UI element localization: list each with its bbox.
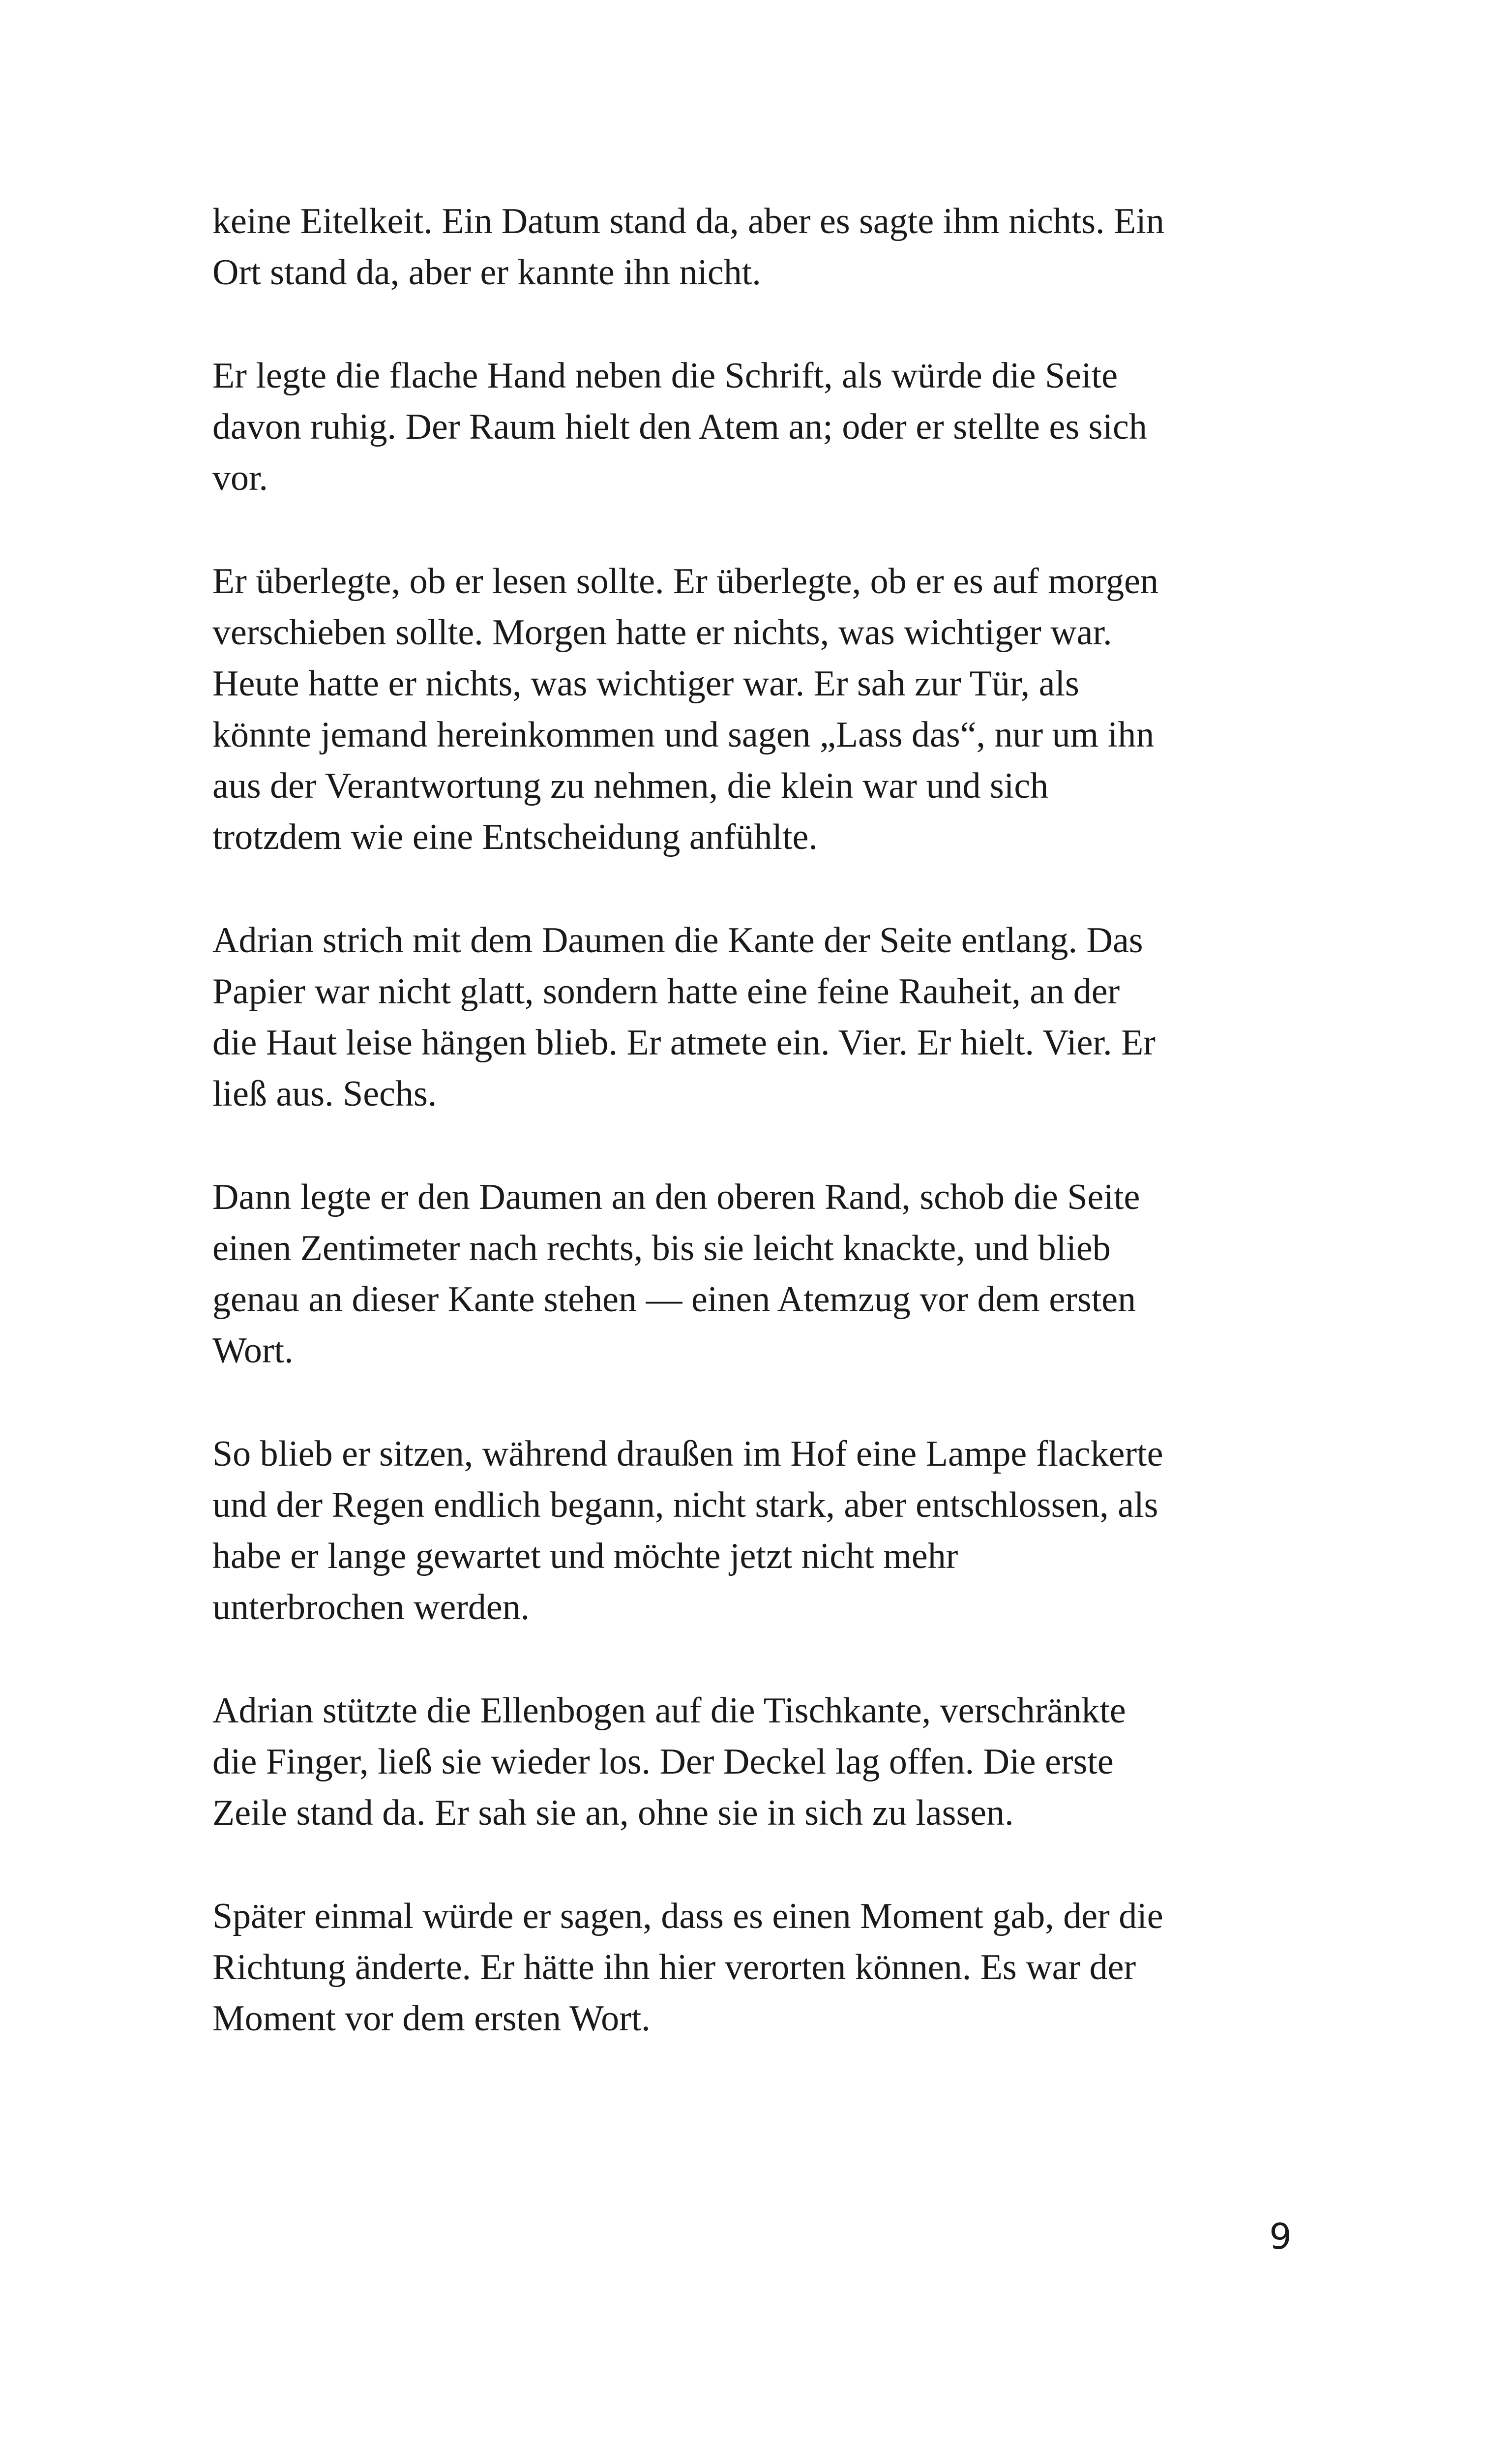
text-line: Später einmal würde er sagen, dass es einen Moment gab, der die — [212, 1896, 1163, 1936]
text-line: Richtung änderte. Er hätte ihn hier verorten können. Es war der — [212, 1947, 1136, 1988]
paragraph — [212, 1685, 1309, 1839]
text-line: vor. — [212, 458, 268, 498]
text-line: Wort. — [212, 1330, 294, 1371]
text-line: Adrian strich mit dem Daumen die Kante der Seite entlang. Das — [212, 920, 1143, 961]
paragraph — [212, 350, 1309, 504]
text-line: Dann legte er den Daumen an den oberen Rand, schob die Seite — [212, 1177, 1140, 1217]
page-number: 9 — [1269, 2216, 1292, 2257]
text-line: Adrian stützte die Ellenbogen auf die Tischkante, verschränkte — [212, 1690, 1126, 1731]
text-line: einen Zentimeter nach rechts, bis sie leicht knackte, und blieb — [212, 1228, 1111, 1268]
text-line: Heute hatte er nichts, was wichtiger war. Er sah zur Tür, als — [212, 664, 1079, 704]
text-line: unterbrochen werden. — [212, 1587, 530, 1628]
text-line: Papier war nicht glatt, sondern hatte eine feine Rauheit, an der — [212, 971, 1120, 1012]
text-line: Er überlegte, ob er lesen sollte. Er überlegte, ob er es auf morgen — [212, 561, 1158, 602]
body-text — [212, 196, 1309, 2096]
paragraph — [212, 1428, 1309, 1633]
paragraph — [212, 196, 1309, 298]
text-line: keine Eitelkeit. Ein Datum stand da, aber es sagte ihm nichts. Ein — [212, 201, 1164, 241]
text-line: aus der Verantwortung zu nehmen, die klein war und sich — [212, 766, 1049, 806]
paragraph — [212, 915, 1309, 1119]
text-line: genau an dieser Kante stehen — einen Atemzug vor dem ersten — [212, 1279, 1136, 1320]
text-line: die Haut leise hängen blieb. Er atmete ein. Vier. Er hielt. Vier. Er — [212, 1023, 1156, 1063]
text-line: trotzdem wie eine Entscheidung anfühlte. — [212, 817, 818, 857]
paragraph — [212, 1891, 1309, 2044]
text-line: habe er lange gewartet und möchte jetzt nicht mehr — [212, 1536, 958, 1576]
text-line: die Finger, ließ sie wieder los. Der Deckel lag offen. Die erste — [212, 1742, 1114, 1782]
text-line: Ort stand da, aber er kannte ihn nicht. — [212, 252, 761, 293]
paragraph — [212, 556, 1309, 863]
text-line: und der Regen endlich begann, nicht stark, aber entschlossen, als — [212, 1485, 1158, 1525]
text-line: So blieb er sitzen, während draußen im Hof eine Lampe flackerte — [212, 1434, 1163, 1474]
text-line: davon ruhig. Der Raum hielt den Atem an; oder er stellte es sich — [212, 407, 1147, 447]
text-line: Moment vor dem ersten Wort. — [212, 1998, 651, 2039]
text-line: ließ aus. Sechs. — [212, 1074, 437, 1114]
text-line: verschieben sollte. Morgen hatte er nichts, was wichtiger war. — [212, 612, 1112, 653]
paragraph — [212, 1172, 1309, 1376]
text-line: Zeile stand da. Er sah sie an, ohne sie in sich zu lassen. — [212, 1793, 1014, 1833]
text-line: könnte jemand hereinkommen und sagen „Lass das“, nur um ihn — [212, 715, 1155, 755]
text-line: Er legte die flache Hand neben die Schrift, als würde die Seite — [212, 356, 1118, 396]
